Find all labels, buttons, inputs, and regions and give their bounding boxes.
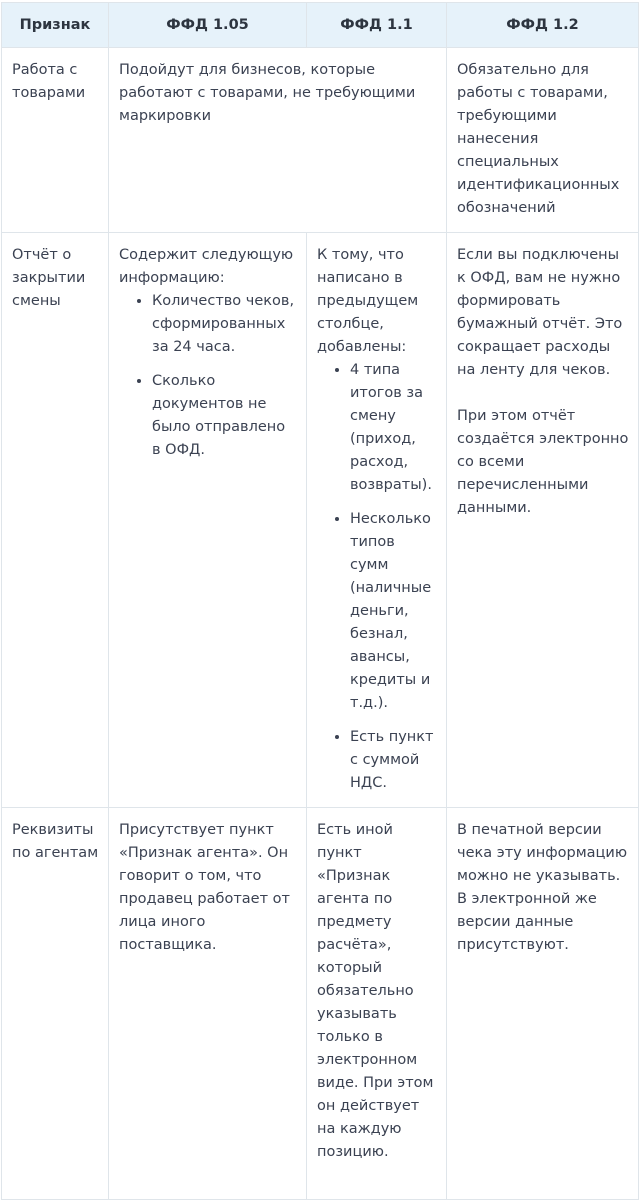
header-feature: Признак — [2, 3, 109, 48]
cell-ffd-105-shift-report — [109, 233, 307, 808]
ffd-comparison-table — [1, 2, 639, 1200]
cell-paragraph: При этом отчёт создаётся электронно со всеми перечисленными данными. — [457, 408, 629, 516]
table-row-agents — [2, 808, 639, 1200]
table-header-row — [2, 3, 639, 48]
list-item: • Количество чеков, сформированных за 24 часа. — [152, 290, 297, 359]
table-row-shift-report — [2, 233, 639, 808]
header-ffd-11: ФФД 1.1 — [307, 3, 447, 48]
bullet-list — [317, 359, 437, 795]
cell-ffd-12-agents: В печатной версии чека эту информацию можно не указывать. В электронной же версии данные присутствуют. — [447, 808, 639, 1200]
list-item: • Есть пункт с суммой НДС. — [350, 726, 437, 795]
cell-feature-goods: Работа с товарами — [2, 48, 109, 233]
cell-paragraph: Если вы подключены к ОФД, вам не нужно формировать бумажный отчёт. Это сокращает расходы на ленту для чеков. — [457, 247, 623, 378]
cell-feature-shift-report: Отчёт о закрытии смены — [2, 233, 109, 808]
list-item: • Сколько документов не было отправлено в ОФД. — [152, 370, 297, 462]
cell-ffd-12-goods: Обязательно для работы с товарами, требующими нанесения специальных идентификационных обозначений — [447, 48, 639, 233]
cell-ffd-11-agents: Есть иной пункт «Признак агента по предмету расчёта», который обязательно указывать только в электронном виде. При этом он действует на каждую позицию. — [307, 808, 447, 1200]
cell-ffd-105-agents: Присутствует пункт «Признак агента». Он говорит о том, что продавец работает от лица иного поставщика. — [109, 808, 307, 1200]
cell-intro: Содержит следующую информацию: — [119, 247, 294, 286]
cell-ffd-12-shift-report — [447, 233, 639, 808]
cell-intro: К тому, что написано в предыдущем столбце, добавлены: — [317, 247, 419, 355]
list-item: • 4 типа итогов за смену (приход, расход, возвраты). — [350, 359, 437, 497]
list-item: • Несколько типов сумм (наличные деньги, безнал, авансы, кредиты и т.д.). — [350, 508, 437, 715]
header-ffd-105: ФФД 1.05 — [109, 3, 307, 48]
cell-ffd-105-11-goods: Подойдут для бизнесов, которые работают с товарами, не требующими маркировки — [109, 48, 447, 233]
table-row-goods — [2, 48, 639, 233]
bullet-list — [119, 290, 297, 462]
header-ffd-12: ФФД 1.2 — [447, 3, 639, 48]
cell-feature-agents: Реквизиты по агентам — [2, 808, 109, 1200]
cell-ffd-11-shift-report — [307, 233, 447, 808]
